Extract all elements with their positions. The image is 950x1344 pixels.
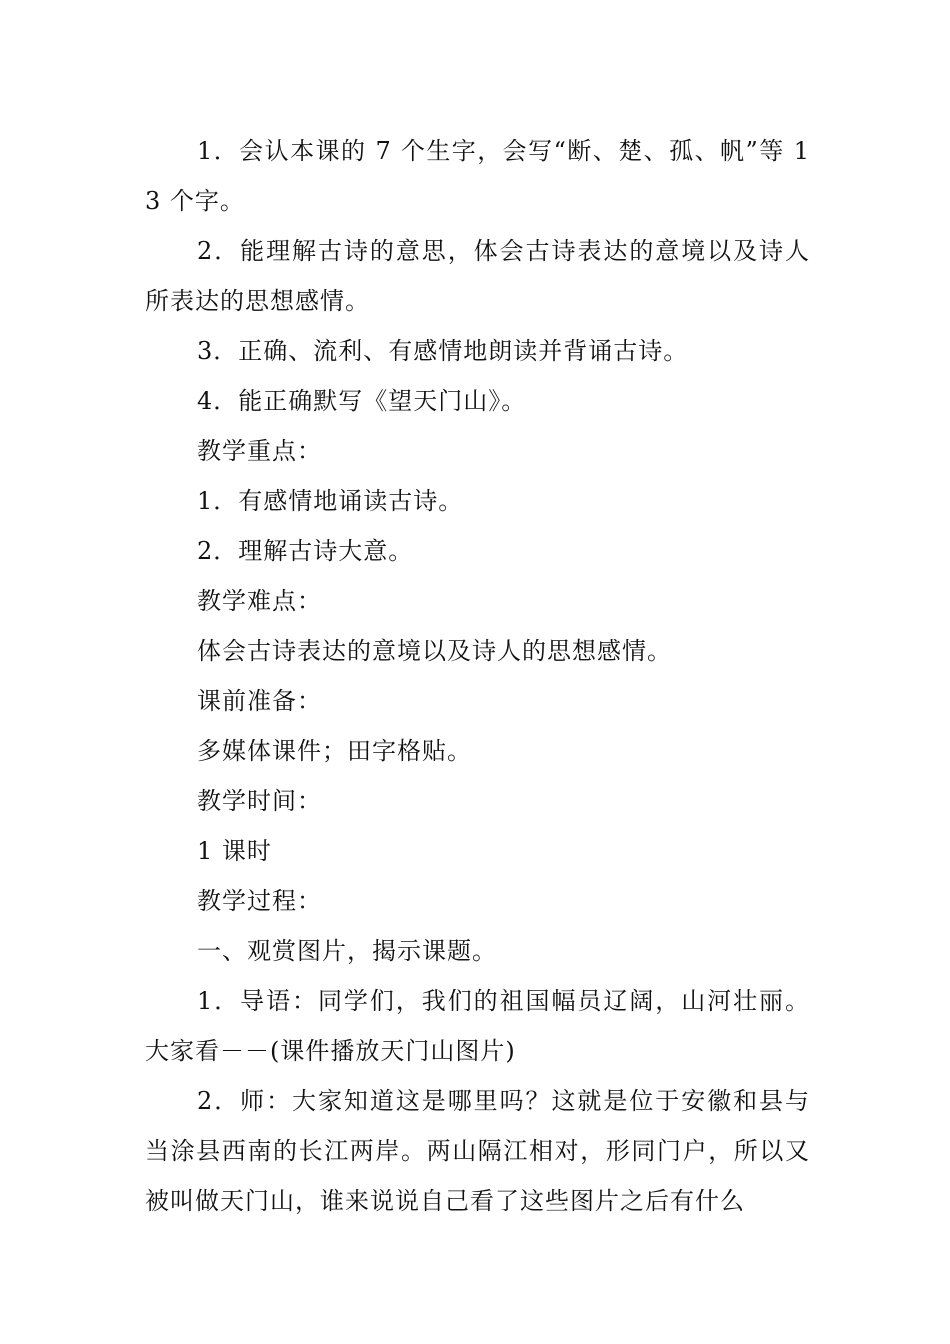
objective-1: 1．会认本课的 7 个生字，会写“断、楚、孤、帆”等 13 个字。 bbox=[145, 137, 810, 215]
section-heading-time: 教学时间： bbox=[197, 787, 322, 815]
process-item-1: 1．导语：同学们，我们的祖国幅员辽阔，山河壮丽。大家看－－(课件播放天门山图片) bbox=[145, 987, 810, 1065]
section-heading-process: 教学过程： bbox=[197, 887, 322, 915]
objective-3: 3．正确、流利、有感情地朗读并背诵古诗。 bbox=[197, 337, 689, 365]
document-body bbox=[145, 126, 810, 1226]
objective-2: 2．能理解古诗的意思，体会古诗表达的意境以及诗人所表达的思想感情。 bbox=[145, 237, 810, 315]
time-text: 1 课时 bbox=[197, 837, 272, 865]
preparation-text: 多媒体课件；田字格贴。 bbox=[197, 737, 472, 765]
difficulty-text: 体会古诗表达的意境以及诗人的思想感情。 bbox=[197, 637, 672, 665]
objective-4: 4．能正确默写《望天门山》。 bbox=[197, 387, 527, 415]
section-heading-preparation: 课前准备： bbox=[197, 687, 322, 715]
process-step-heading: 一、观赏图片，揭示课题。 bbox=[197, 937, 497, 965]
section-heading-key-points: 教学重点： bbox=[197, 437, 322, 465]
key-point-1: 1．有感情地诵读古诗。 bbox=[197, 487, 464, 515]
process-item-2: 2．师：大家知道这是哪里吗？这就是位于安徽和县与当涂县西南的长江两岸。两山隔江相对，形同门户，所以又被叫做天门山，谁来说说自己看了这些图片之后有什么 bbox=[145, 1087, 810, 1215]
key-point-2: 2．理解古诗大意。 bbox=[197, 537, 414, 565]
section-heading-difficulties: 教学难点： bbox=[197, 587, 322, 615]
